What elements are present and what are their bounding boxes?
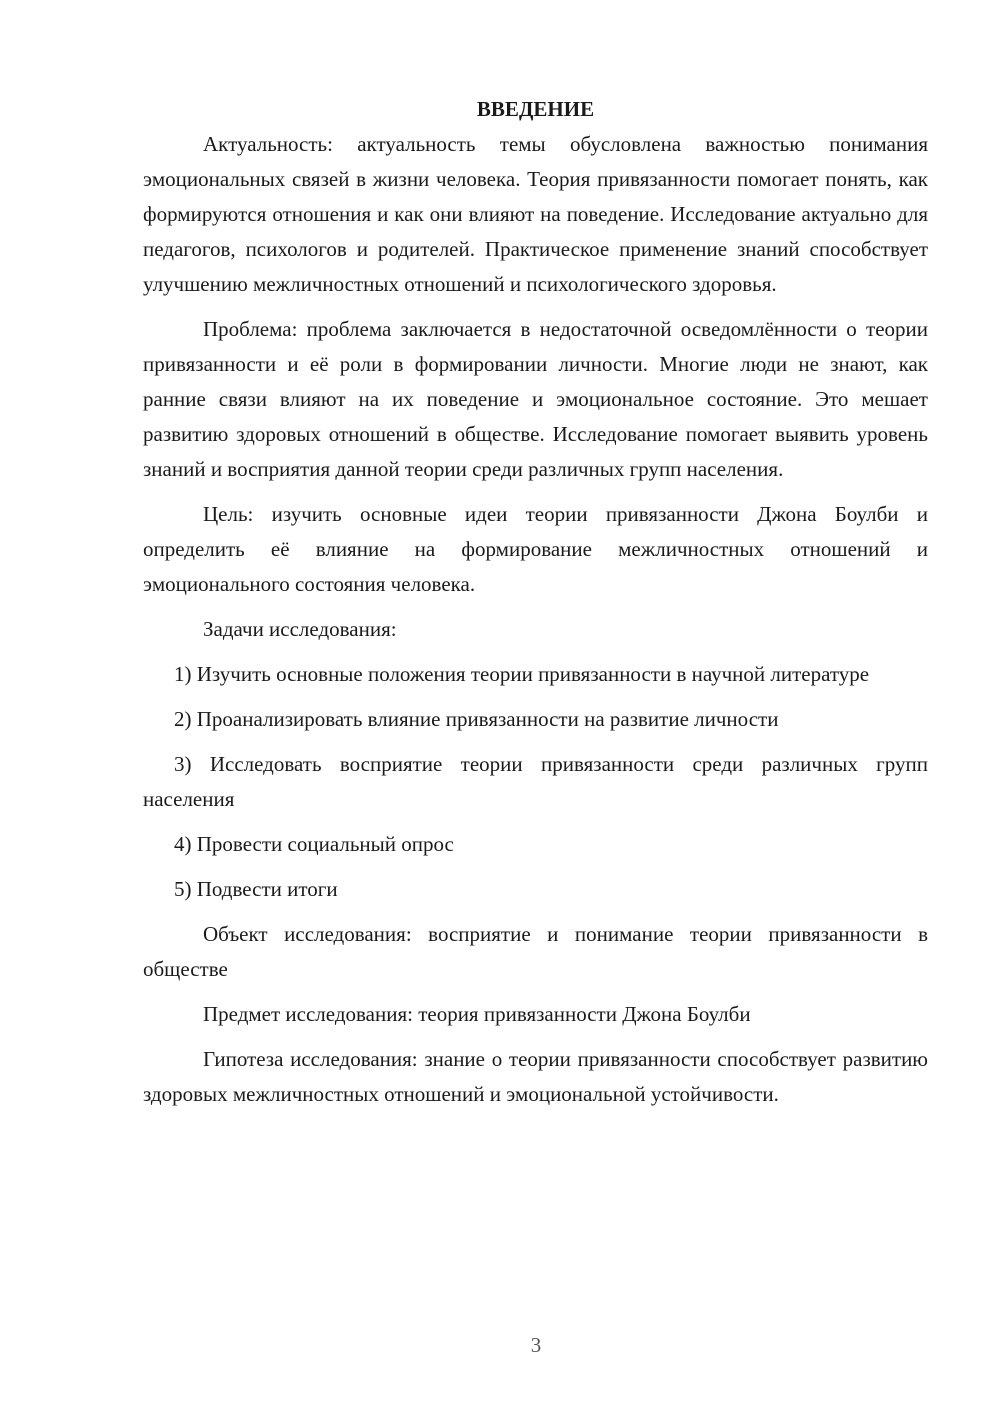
task-item-1: 1) Изучить основные положения теории привязанности в научной литературе bbox=[174, 662, 870, 686]
page-number: 3 bbox=[530, 1333, 542, 1357]
paragraph-relevance: Актуальность: актуальность темы обусловлена важностью понимания эмоциональных связей в жизни человека. Теория привязанности помогает понять, как формируются отношения и как они влияют на поведение. Исследование актуально для педагогов, психологов и родителей. Практическое применение знаний способствует улучшению межличностных отношений и психологического здоровья. bbox=[143, 132, 928, 296]
task-item-5: 5) Подвести итоги bbox=[174, 877, 338, 901]
paragraph-object: Объект исследования: восприятие и понимание теории привязанности в обществе bbox=[143, 922, 928, 981]
task-item-3: 3) Исследовать восприятие теории привязанности среди различных групп населения bbox=[143, 752, 928, 811]
paragraph-goal: Цель: изучить основные идеи теории привязанности Джона Боулби и определить её влияние на формирование межличностных отношений и эмоционального состояния человека. bbox=[143, 502, 928, 596]
paragraph-problem: Проблема: проблема заключается в недостаточной осведомлённости о теории привязанности и её роли в формировании личности. Многие люди не знают, как ранние связи влияют на их поведение и эмоциональное состояние. Это мешает развитию здоровых отношений в обществе. Исследование помогает выявить уровень знаний и восприятия данной теории среди различных групп населения. bbox=[143, 317, 928, 481]
task-item-4: 4) Провести социальный опрос bbox=[174, 832, 454, 856]
task-item-2: 2) Проанализировать влияние привязанности на развитие личности bbox=[174, 707, 779, 731]
paragraph-subject: Предмет исследования: теория привязанности Джона Боулби bbox=[203, 1002, 751, 1026]
section-heading: ВВЕДЕНИЕ bbox=[476, 97, 595, 121]
paragraph-tasks-title: Задачи исследования: bbox=[203, 617, 397, 641]
paragraph-hypothesis: Гипотеза исследования: знание о теории привязанности способствует развитию здоровых межличностных отношений и эмоциональной устойчивости. bbox=[143, 1047, 928, 1106]
page-body bbox=[143, 92, 928, 1122]
